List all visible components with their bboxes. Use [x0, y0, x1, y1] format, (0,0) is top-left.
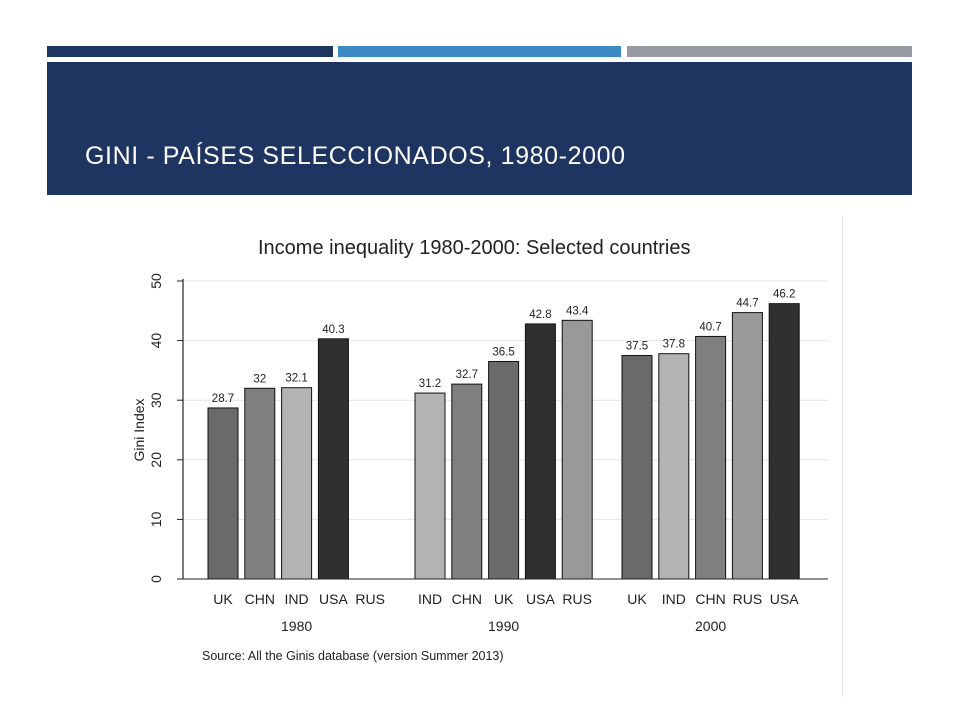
category-label: IND [417, 591, 443, 607]
group-label: 2000 [695, 618, 727, 634]
bar [525, 324, 555, 579]
y-axis-label: Gini Index [131, 398, 147, 462]
category-label: UK [493, 591, 514, 607]
header-accent-bar-navy [47, 46, 333, 57]
bar-value-label: 37.5 [625, 340, 649, 353]
title-banner [47, 62, 912, 195]
chart-image-panel [118, 215, 843, 697]
category-label: USA [526, 591, 555, 607]
header-accent-bar-blue [338, 46, 621, 57]
bar [318, 339, 348, 579]
category-label: RUS [562, 591, 592, 607]
source-note: Source: All the Ginis database (version Summer 2013) [202, 649, 504, 663]
y-tick-label: 50 [148, 273, 164, 289]
bar-value-label: 46.2 [773, 288, 796, 301]
bar-value-label: 43.4 [566, 305, 589, 318]
slide-title: GINI - PAÍSES SELECCIONADOS, 1980-2000 [85, 142, 626, 170]
bar [245, 388, 275, 579]
category-label: UK [627, 591, 647, 607]
bar-value-label: 36.5 [492, 346, 515, 359]
category-label: UK [213, 591, 233, 607]
y-tick-label: 10 [148, 511, 164, 528]
bar [659, 354, 689, 579]
y-tick-label: 0 [148, 575, 164, 583]
y-tick-label: 30 [148, 392, 164, 408]
y-tick-label: 40 [148, 332, 164, 349]
bar-value-label: 32.7 [455, 369, 478, 382]
gini-bar-chart [118, 215, 842, 697]
group-label: 1990 [488, 618, 520, 634]
bar-value-label: 44.7 [736, 297, 759, 310]
bar [696, 336, 726, 579]
bar [769, 304, 799, 579]
category-label: USA [319, 591, 348, 607]
category-label: CHN [244, 591, 275, 607]
category-label: IND [284, 591, 309, 607]
bar [282, 388, 312, 579]
bar [562, 320, 592, 579]
category-label: CHN [695, 591, 726, 607]
bar-value-label: 42.8 [529, 308, 552, 321]
category-label: RUS [355, 591, 385, 607]
bar-value-label: 40.3 [322, 323, 345, 336]
bar-value-label: 40.7 [699, 321, 722, 334]
category-label: CHN [451, 591, 482, 607]
category-label: RUS [732, 591, 763, 607]
bar-value-label: 31.2 [418, 378, 442, 391]
bar [415, 393, 445, 579]
y-tick-label: 20 [148, 452, 164, 468]
bar-value-label: 32.1 [285, 372, 308, 385]
group-label: 1980 [281, 618, 313, 634]
category-label: IND [661, 591, 686, 607]
category-label: USA [769, 591, 799, 607]
bar [452, 384, 482, 579]
bar-value-label: 32 [253, 373, 267, 386]
bar [208, 408, 238, 579]
header-accent-bar-gray [627, 46, 912, 57]
bar-value-label: 28.7 [211, 392, 235, 405]
bar [622, 356, 652, 580]
chart-title: Income inequality 1980-2000: Selected countries [258, 237, 691, 259]
bar [732, 313, 762, 579]
bar-value-label: 37.8 [662, 338, 685, 351]
bar [489, 361, 519, 579]
